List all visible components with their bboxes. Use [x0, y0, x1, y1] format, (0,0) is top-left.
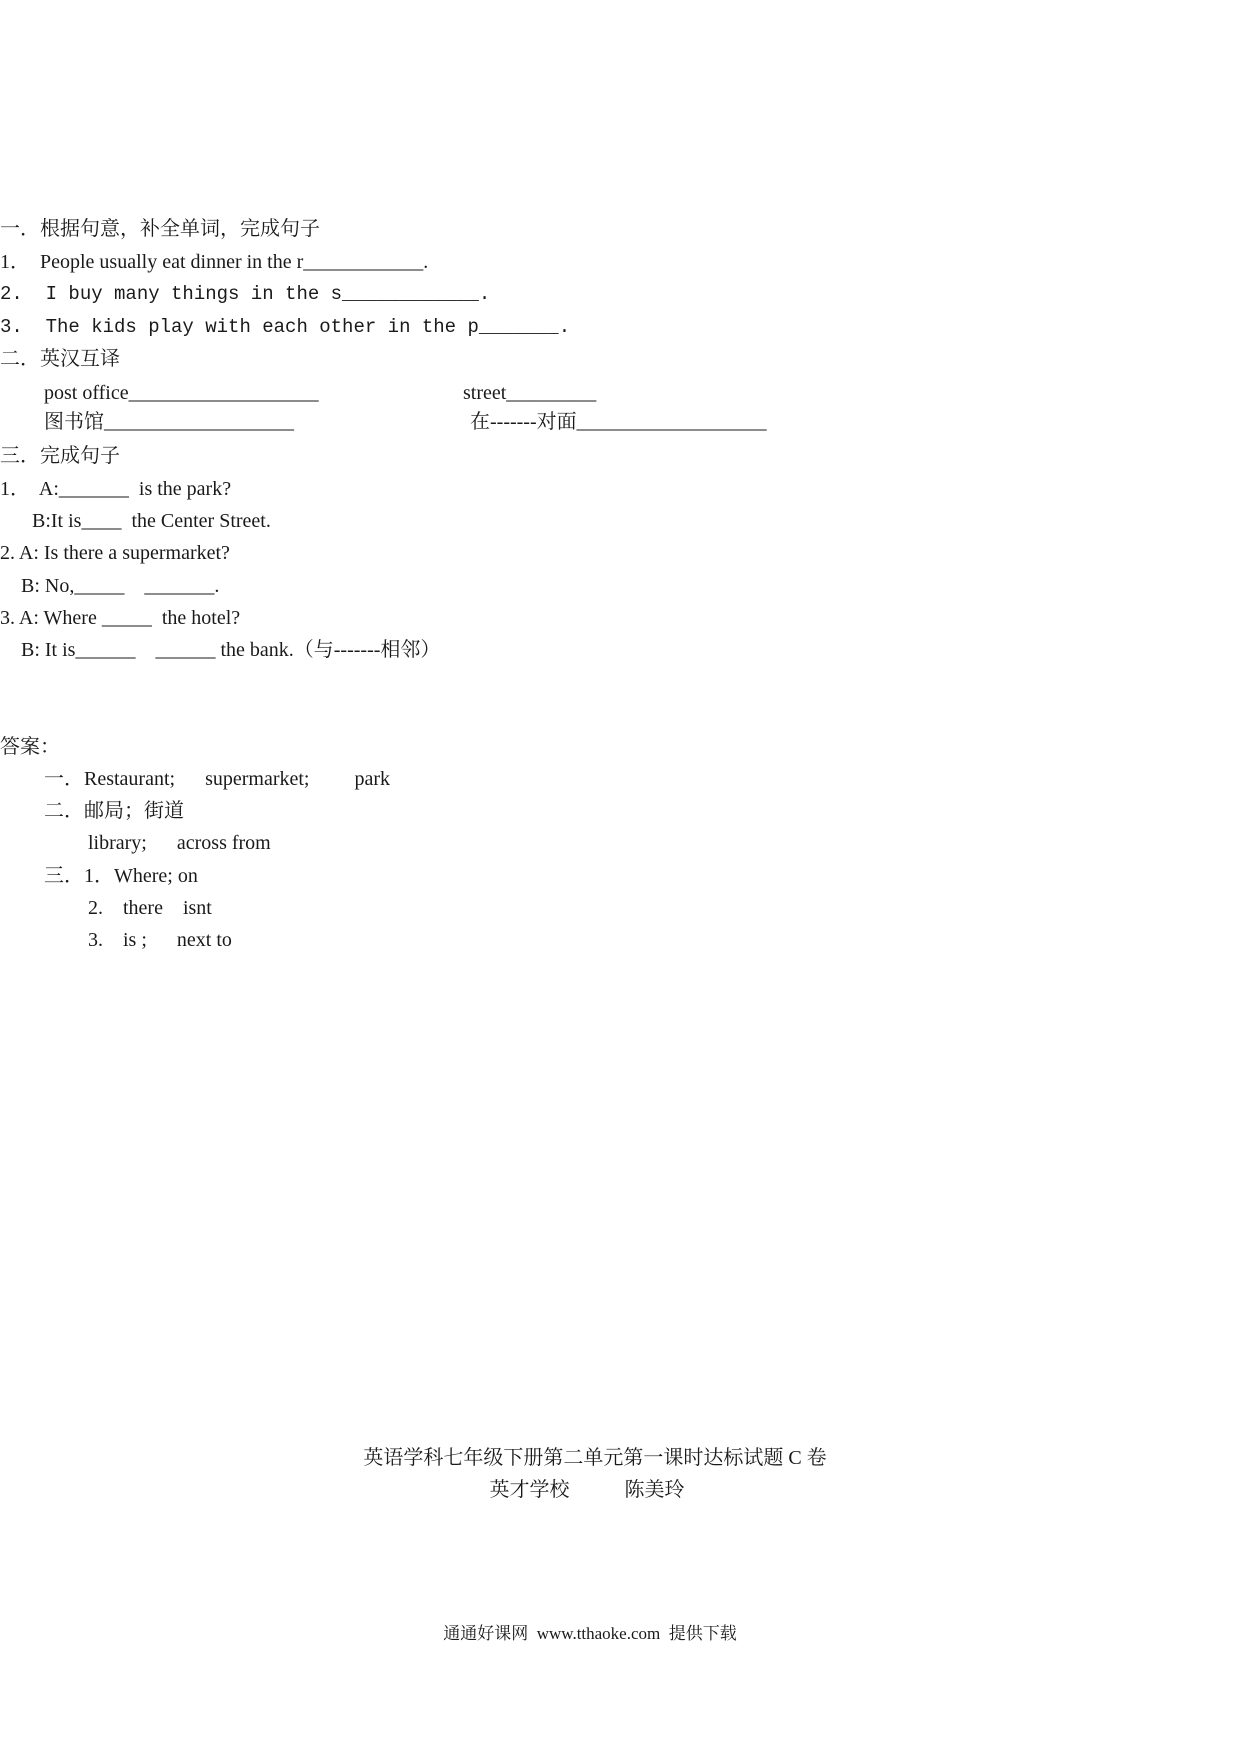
answer-part2-line2: library; across from [88, 832, 271, 854]
download-source: 通通好课网 www.tthaoke.com 提供下载 [443, 1624, 737, 1643]
answers-heading: 答案： [0, 734, 60, 758]
part1-question-2: 2. I buy many things in the s____________. [0, 283, 491, 305]
part2-item-across-from: 在-------对面___________________ [470, 411, 767, 433]
answer-part3-line3: 3. is ; next to [88, 929, 232, 951]
part3-question-2a: 2. A: Is there a supermarket? [0, 542, 230, 564]
part3-heading: 三．完成句子 [0, 443, 120, 467]
part3-question-2b: B: No,_____ _______. [21, 575, 220, 597]
part3-question-3a: 3. A: Where _____ the hotel? [0, 607, 241, 629]
part2-heading: 二．英汉互译 [0, 346, 120, 370]
document-title: 英语学科七年级下册第二单元第一课时达标试题 C 卷 [363, 1447, 827, 1469]
part3-question-3b: B: It is______ ______ the bank.（与-------相邻） [21, 639, 441, 661]
part1-question-3: 3. The kids play with each other in the p_______. [0, 316, 571, 338]
part2-item-library: 图书馆___________________ [44, 411, 294, 433]
answer-part1: 一．Restaurant; supermarket; park [44, 768, 391, 790]
answer-part2-line1: 二．邮局；街道 [44, 800, 184, 822]
part2-item-street: street_________ [463, 382, 597, 404]
part3-question-1b: B:It is____ the Center Street. [32, 510, 271, 532]
answer-part3-line1: 三．1．Where; on [44, 865, 198, 887]
answer-part3-line2: 2. there isnt [88, 897, 212, 919]
part2-item-post-office: post office___________________ [44, 382, 319, 404]
part1-heading: 一．根据句意，补全单词，完成句子 [0, 216, 320, 240]
author-line: 英才学校 陈美玲 [489, 1479, 685, 1501]
part3-question-1a: 1． A:_______ is the park? [0, 478, 232, 500]
part1-question-1: 1． People usually eat dinner in the r____________. [0, 251, 429, 273]
